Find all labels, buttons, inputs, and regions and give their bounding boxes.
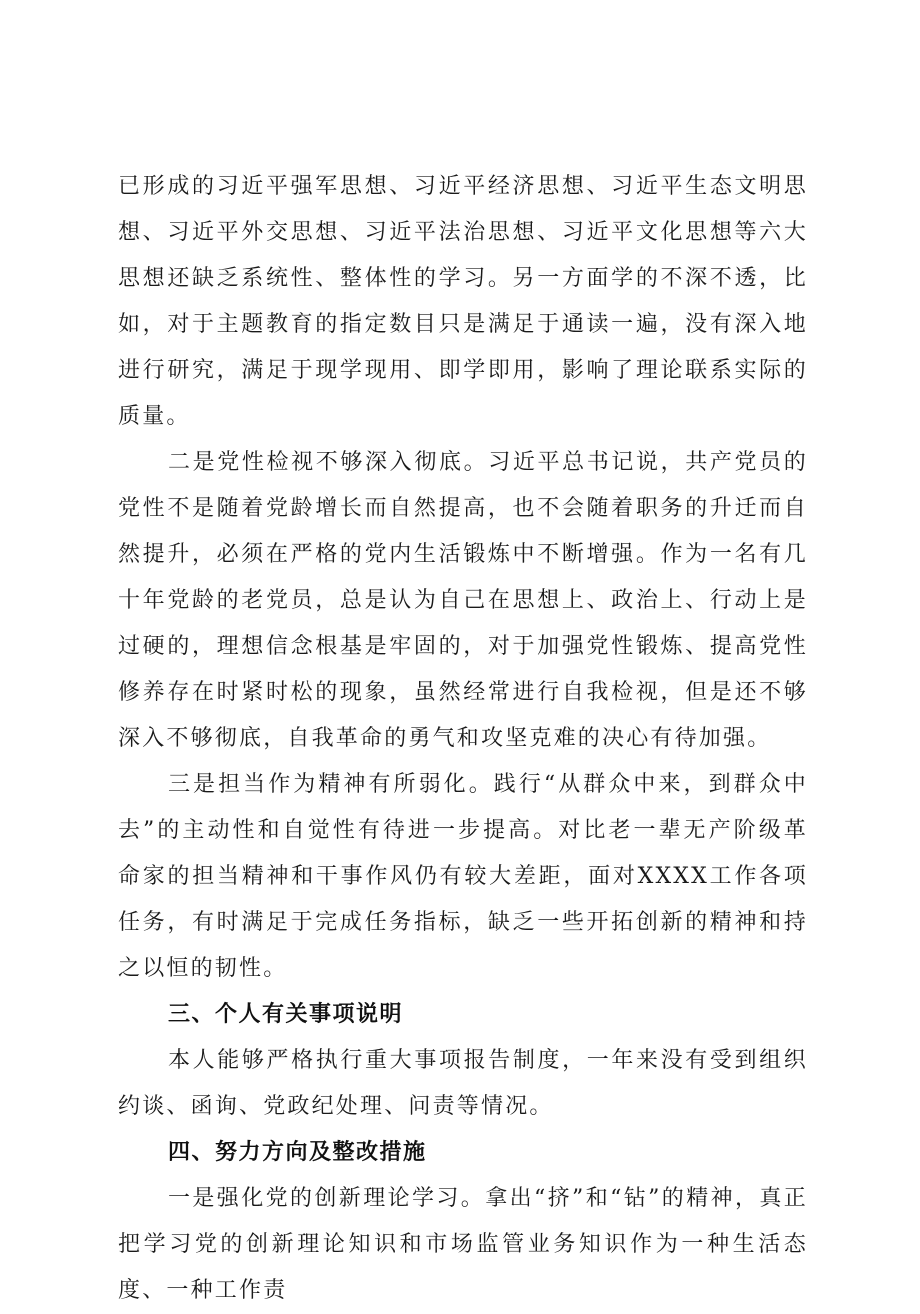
- paragraph-responsibility-spirit: 三是担当作为精神有所弱化。践行“从群众中来，到群众中去”的主动性和自觉性有待进一步提高。对比老一辈无产阶级革命家的担当精神和干事作风仍有较大差距，面对XXXX工作各项任务，有时满足于完成任务指标，缺乏一些开拓创新的精神和持之以恒的韧性。: [118, 772, 808, 981]
- document-body: [118, 164, 808, 1314]
- paragraph-continuation: 已形成的习近平强军思想、习近平经济思想、习近平生态文明思想、习近平外交思想、习近平法治思想、习近平文化思想等六大思想还缺乏系统性、整体性的学习。另一方面学的不深不透，比如，对于主题教育的指定数目只是满足于通读一遍，没有深入地进行研究，满足于现学现用、即学即用，影响了理论联系实际的质量。: [118, 174, 808, 429]
- paragraph-personal-matters: 本人能够严格执行重大事项报告制度，一年来没有受到组织约谈、函询、党政纪处理、问责等情况。: [118, 1048, 808, 1119]
- section-heading-personal-matters: 三、个人有关事项说明: [168, 1002, 404, 1027]
- section-heading-improvement-measures: 四、努力方向及整改措施: [168, 1140, 427, 1165]
- paragraph-party-spirit-review: 二是党性检视不够深入彻底。习近平总书记说，共产党员的党性不是随着党龄增长而自然提高，也不会随着职务的升迁而自然提升，必须在严格的党内生活锻炼中不断增强。作为一名有几十年党龄的老党员，总是认为自己在思想上、政治上、行动上是过硬的，理想信念根基是牢固的，对于加强党性锻炼、提高党性修养存在时紧时松的现象，虽然经常进行自我检视，但是还不够深入不够彻底，自我革命的勇气和攻坚克难的决心有待加强。: [118, 450, 808, 751]
- paragraph-theory-study: 一是强化党的创新理论学习。拿出“挤”和“钻”的精神，真正把学习党的创新理论知识和市场监管业务知识作为一种生活态度、一种工作责: [118, 1186, 808, 1303]
